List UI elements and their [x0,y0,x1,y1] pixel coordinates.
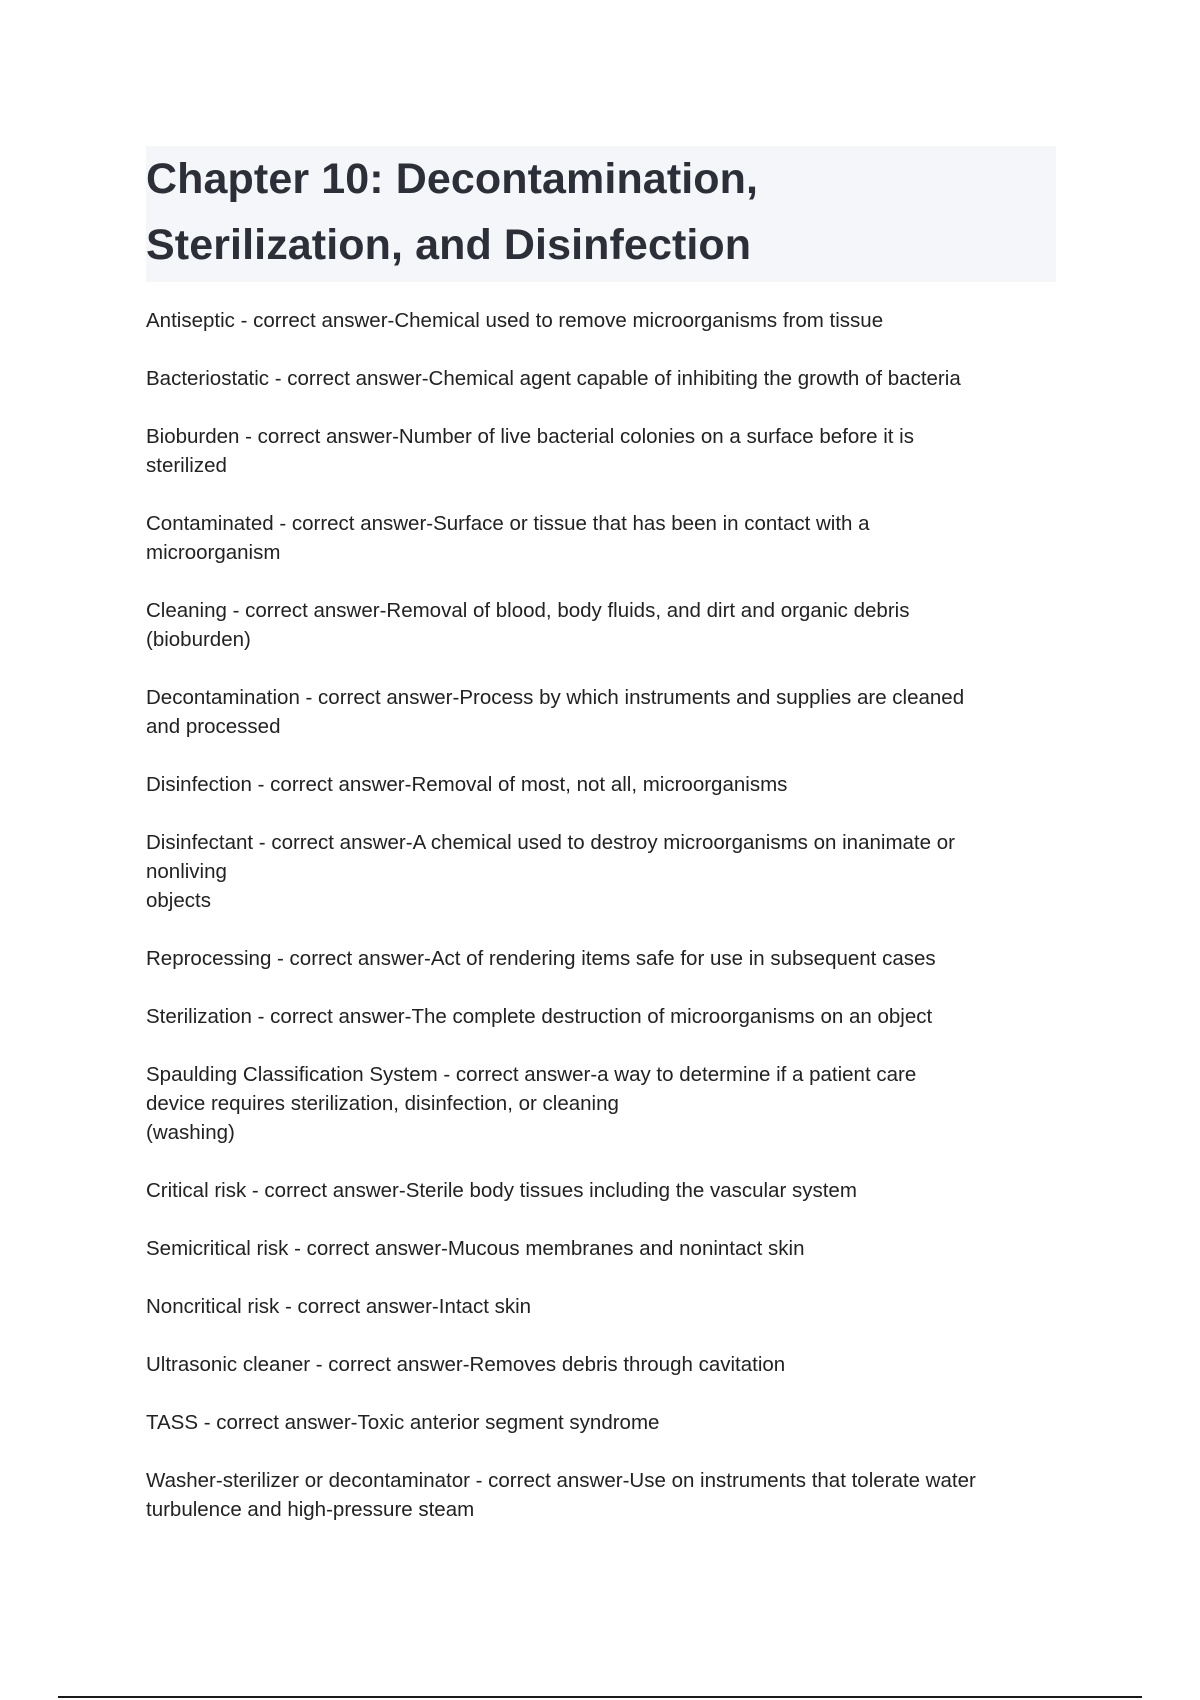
glossary-list [146,306,1066,1553]
glossary-entry: Disinfectant - correct answer-A chemical used to destroy microorganisms on inanimate or nonliving objects [146,831,955,912]
glossary-entry: Antiseptic - correct answer-Chemical used to remove microorganisms from tissue [146,309,884,332]
page-title-line-1: Chapter 10: Decontamination, [146,155,759,203]
page-title [146,146,1056,278]
glossary-entry: Spaulding Classification System - correct answer-a way to determine if a patient care device requires sterilization, disinfection, or cleaning (washing) [146,1063,917,1144]
title-block [146,146,1056,282]
glossary-entry: Critical risk - correct answer-Sterile body tissues including the vascular system [146,1179,857,1202]
glossary-entry: Bioburden - correct answer-Number of live bacterial colonies on a surface before it is sterilized [146,425,914,477]
glossary-entry: Cleaning - correct answer-Removal of blood, body fluids, and dirt and organic debris (bioburden) [146,599,910,651]
glossary-entry: Disinfection - correct answer-Removal of most, not all, microorganisms [146,773,788,796]
glossary-entry: Semicritical risk - correct answer-Mucous membranes and nonintact skin [146,1237,805,1260]
glossary-entry: Reprocessing - correct answer-Act of rendering items safe for use in subsequent cases [146,947,936,970]
glossary-entry: Sterilization - correct answer-The complete destruction of microorganisms on an object [146,1005,933,1028]
page-title-line-2: Sterilization, and Disinfection [146,221,752,269]
glossary-entry: Noncritical risk - correct answer-Intact skin [146,1295,532,1318]
glossary-entry: Ultrasonic cleaner - correct answer-Removes debris through cavitation [146,1353,786,1376]
glossary-entry: Bacteriostatic - correct answer-Chemical agent capable of inhibiting the growth of bacteria [146,367,961,390]
glossary-entry: Decontamination - correct answer-Process by which instruments and supplies are cleaned and processed [146,686,965,738]
glossary-entry: TASS - correct answer-Toxic anterior segment syndrome [146,1411,660,1434]
glossary-entry: Contaminated - correct answer-Surface or tissue that has been in contact with a microorganism [146,512,870,564]
glossary-entry: Washer-sterilizer or decontaminator - correct answer-Use on instruments that tolerate water turbulence and high-pressure steam [146,1469,976,1521]
footer-divider [58,1696,1142,1698]
